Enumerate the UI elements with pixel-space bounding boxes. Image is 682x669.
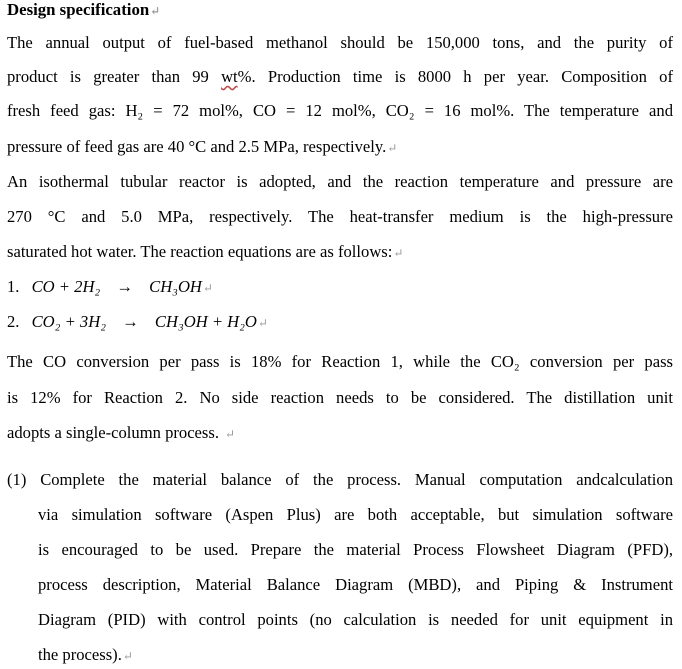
paragraph-mark-icon: ↵ <box>224 427 236 441</box>
paragraph-mark-icon: ↵ <box>387 141 398 155</box>
p2-line-3 <box>7 242 403 263</box>
item1-line-6 <box>38 645 133 666</box>
item1-line-5: Diagram (PID) with control points (no calculation is needed for unit equipment in <box>38 610 673 629</box>
paragraph-mark-icon: ↵ <box>150 4 161 18</box>
p3-line-3 <box>7 423 235 444</box>
paragraph-mark-icon: ↵ <box>257 316 268 330</box>
item1-line-3: is encouraged to be used. Prepare the material Process Flowsheet Diagram (PFD), <box>38 540 673 559</box>
reaction-number: 2. <box>7 312 20 331</box>
paragraph-mark-icon: ↵ <box>393 246 404 260</box>
reaction-number: 1. <box>7 277 20 296</box>
p1-line-4 <box>7 137 397 158</box>
item1-line-2: via simulation software (Aspen Plus) are both acceptable, but simulation software <box>38 505 673 524</box>
reaction-rhs: CH₃OH <box>149 277 202 296</box>
p1-line-2-a: product is greater than 99 <box>7 67 222 86</box>
p3-line-1: The CO conversion per pass is 18% for Reaction 1, while the CO₂ conversion per pass <box>7 352 673 371</box>
p1-line-3: fresh feed gas: H₂ = 72 mol%, CO = 12 mol%, CO₂ = 16 mol%. The temperature and <box>7 101 673 120</box>
heading-text: Design specification <box>7 0 150 19</box>
p2-line-2: 270 °C and 5.0 MPa, respectively. The heat-transfer medium is the high-pressure <box>7 207 673 226</box>
p2-line-1: An isothermal tubular reactor is adopted, and the reaction temperature and pressure are <box>7 172 673 191</box>
reaction-lhs: CO₂ + 3H₂ <box>31 312 106 331</box>
p1-line-2 <box>7 67 673 87</box>
p1-line-2-b: %. Production time is 8000 h per year. Composition of <box>237 67 673 86</box>
paragraph-mark-icon: ↵ <box>202 281 213 295</box>
p1-line-1: The annual output of fuel-based methanol should be 150,000 tons, and the purity of <box>7 33 673 52</box>
arrow-icon: → <box>116 277 133 296</box>
p3-line-3-text: adopts a single-column process. <box>7 423 219 442</box>
item1-line-4: process description, Material Balance Diagram (MBD), and Piping & Instrument <box>38 575 673 594</box>
reaction-2 <box>7 312 268 333</box>
item1-line-6-text: the process). <box>38 645 122 664</box>
item1-line-1: (1) Complete the material balance of the process. Manual computation andcalculation <box>7 470 673 489</box>
reaction-1 <box>7 277 213 298</box>
p3-line-2: is 12% for Reaction 2. No side reaction needs to be considered. The distillation unit <box>7 388 673 407</box>
p2-line-3-text: saturated hot water. The reaction equations are as follows: <box>7 242 393 261</box>
spellcheck-word: wt <box>221 67 238 86</box>
arrow-icon: → <box>122 312 139 331</box>
p1-line-4-text: pressure of feed gas are 40 °C and 2.5 MPa, respectively. <box>7 137 387 156</box>
section-heading <box>7 0 160 21</box>
paragraph-mark-icon: ↵ <box>122 649 133 663</box>
reaction-lhs: CO + 2H₂ <box>31 277 101 296</box>
reaction-rhs: CH₃OH + H₂O <box>154 312 257 331</box>
